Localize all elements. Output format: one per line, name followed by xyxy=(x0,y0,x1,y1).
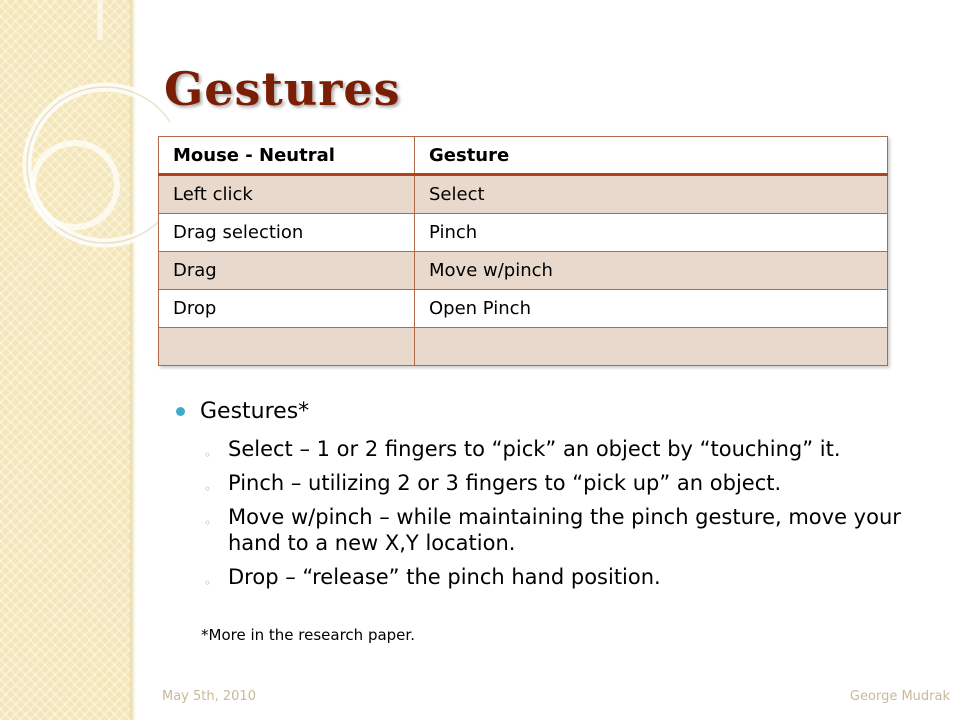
ring-bullet-icon: ◦ xyxy=(204,482,212,496)
sub-bullet-item xyxy=(176,564,936,590)
sub-bullet-text: Pinch – utilizing 2 or 3 fingers to “pick up” an object. xyxy=(228,471,782,495)
sub-bullet-text: Select – 1 or 2 fingers to “pick” an object by “touching” it. xyxy=(228,437,841,461)
table-cell xyxy=(159,328,415,366)
bullet-dot-icon xyxy=(176,407,185,416)
ring-bullet-icon: ◦ xyxy=(204,448,212,462)
table-cell: Pinch xyxy=(415,214,888,252)
table-row xyxy=(159,328,888,366)
sub-bullet-text: Move w/pinch – while maintaining the pinch gesture, move your hand to a new X,Y location. xyxy=(228,505,901,555)
slide-title: Gestures xyxy=(164,62,401,116)
table-row xyxy=(159,290,888,328)
sub-bullet-item xyxy=(176,436,936,462)
table-cell: Drag xyxy=(159,252,415,290)
table-header-row xyxy=(159,137,888,175)
bullet-list xyxy=(176,398,936,598)
table-row xyxy=(159,175,888,214)
table-cell: Left click xyxy=(159,175,415,214)
table-header-gesture: Gesture xyxy=(415,137,888,175)
sub-bullet-item xyxy=(176,504,936,556)
table-cell xyxy=(415,328,888,366)
table-cell: Drop xyxy=(159,290,415,328)
bullet-text: Gestures* xyxy=(200,399,310,424)
sub-bullet-text: Drop – “release” the pinch hand position. xyxy=(228,565,661,589)
bullet-item xyxy=(176,398,936,426)
ring-bullet-icon: ◦ xyxy=(204,516,212,530)
table-cell: Move w/pinch xyxy=(415,252,888,290)
footer-author: George Mudrak xyxy=(849,689,950,704)
sub-bullet-item xyxy=(176,470,936,496)
table-row xyxy=(159,214,888,252)
table-cell: Select xyxy=(415,175,888,214)
table-cell: Open Pinch xyxy=(415,290,888,328)
ring-bullet-icon: ◦ xyxy=(204,576,212,590)
gesture-table xyxy=(158,136,888,366)
table-row xyxy=(159,252,888,290)
decorative-circles xyxy=(0,0,170,300)
footnote: *More in the research paper. xyxy=(201,626,415,644)
table-header-mouse: Mouse - Neutral xyxy=(159,137,415,175)
footer-date: May 5th, 2010 xyxy=(162,689,256,704)
table-cell: Drag selection xyxy=(159,214,415,252)
